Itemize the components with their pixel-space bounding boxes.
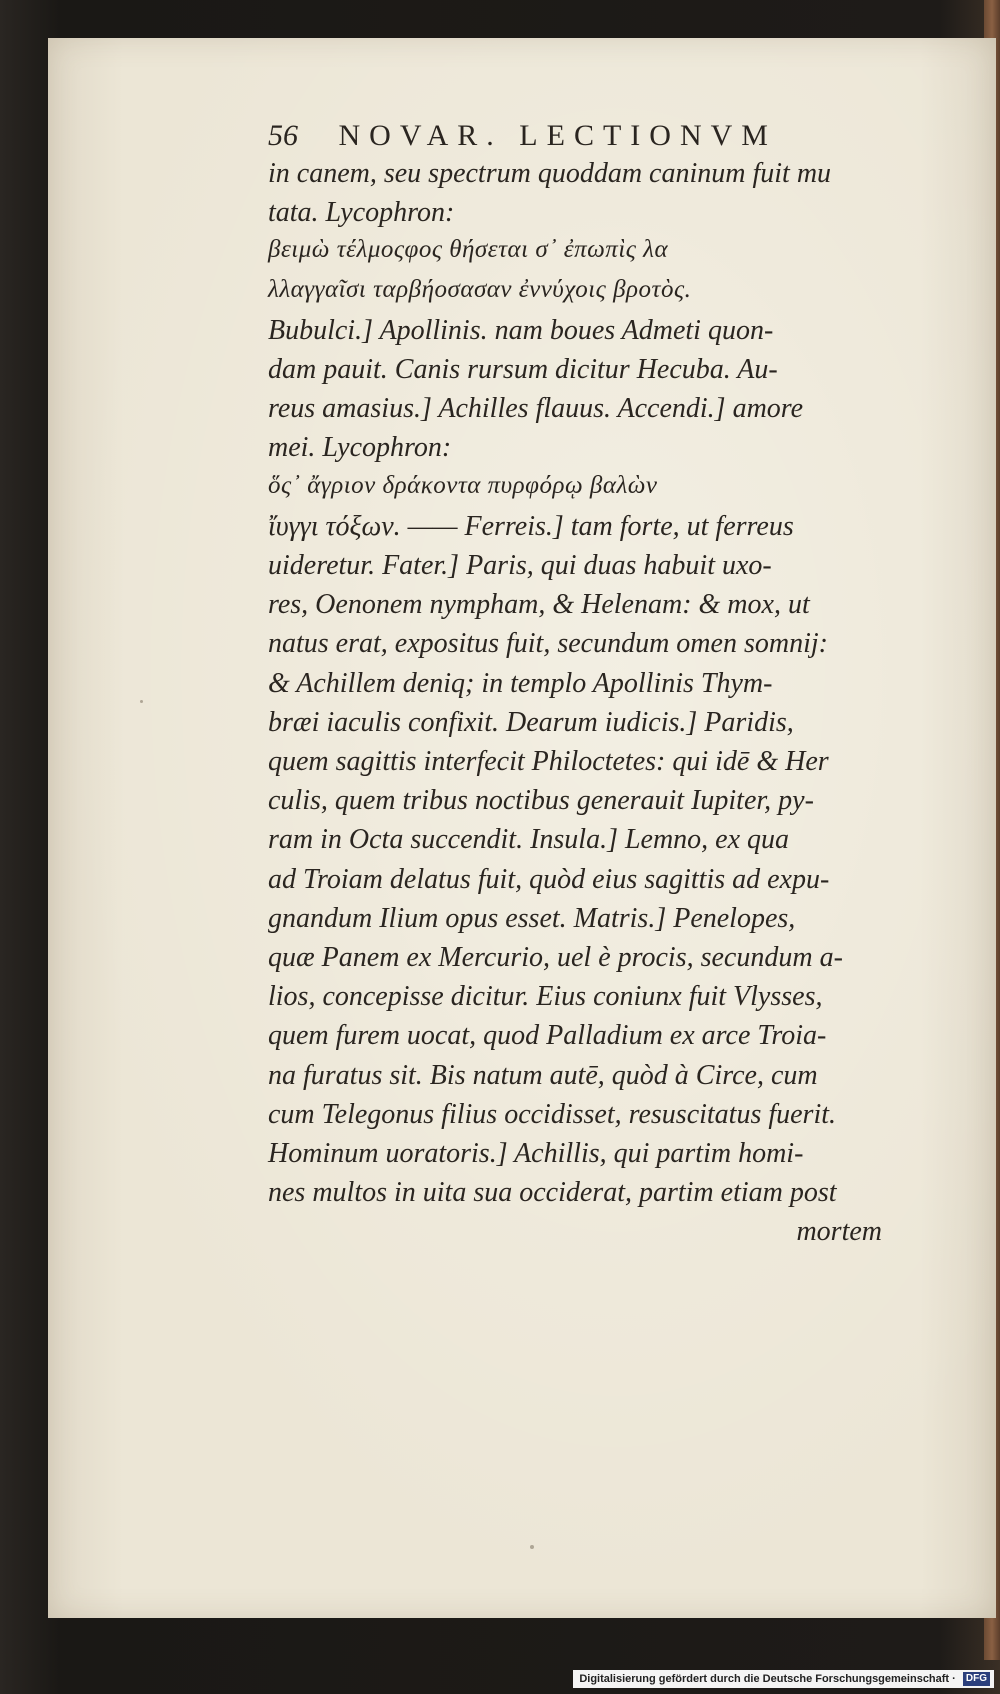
- text-line: na furatus sit. Bis natum autē, quòd à Circe, cum: [268, 1059, 818, 1091]
- text-line: tata. Lycophron:: [268, 197, 455, 229]
- text-line: & Achillem deniq; in templo Apollinis Thym-: [268, 667, 773, 699]
- text-line: nes multos in uita sua occiderat, partim etiam post: [268, 1177, 837, 1209]
- text-line: ad Troiam delatus fuit, quòd eius sagittis ad expu-: [268, 863, 830, 895]
- text-line: ram in Octa succendit. Insula.] Lemno, ex qua: [268, 824, 790, 856]
- text-line: lios, concepisse dicitur. Eius coniunx fuit Vlysses,: [268, 981, 823, 1013]
- running-head: NOVAR. LECTIONVM: [338, 119, 777, 152]
- page-header: [268, 119, 883, 159]
- text-line: gnandum Ilium opus esset. Matris.] Penelopes,: [268, 902, 796, 934]
- text-line: cum Telegonus filius occidisset, resuscitatus fuerit.: [268, 1098, 837, 1130]
- text-line: λλαγγαῖσι ταρβήοσασαν ἐννύχοις βροτὸς.: [268, 275, 692, 303]
- text-line: Bubulci.] Apollinis. nam boues Admeti quon-: [268, 314, 774, 346]
- text-line: res, Oenonem nympham, & Helenam: & mox, ut: [268, 589, 810, 621]
- text-line: bræi iaculis confixit. Dearum iudicis.] Paridis,: [268, 706, 794, 738]
- text-line: uideretur. Fater.] Paris, qui duas habuit uxo-: [268, 550, 772, 581]
- text-line: quem furem uocat, quod Palladium ex arce Troia-: [268, 1020, 827, 1052]
- text-line: Hominum uoratoris.] Achillis, qui partim homi-: [268, 1138, 804, 1169]
- text-line: quæ Panem ex Mercurio, uel è procis, secundum a-: [268, 942, 843, 973]
- text-line: natus erat, expositus fuit, secundum omen somnij:: [268, 628, 828, 660]
- credit-text: Digitalisierung gefördert durch die Deutsche Forschungsgemeinschaft ·: [579, 1673, 956, 1685]
- dfg-logo: DFG: [963, 1672, 990, 1686]
- text-line: reus amasius.] Achilles flauus. Accendi.] amore: [268, 393, 804, 425]
- text-line: in canem, seu spectrum quoddam caninum fuit mu: [268, 158, 832, 189]
- text-line: dam pauit. Canis rursum dicitur Hecuba. Au-: [268, 354, 778, 385]
- page-number: 56: [268, 119, 298, 152]
- text-line: mei. Lycophron:: [268, 432, 452, 464]
- text-line: βειμὼ τέλμοςφος θήσεται σ᾽ ἐπωπὶς λα: [268, 236, 669, 264]
- text-line: culis, quem tribus noctibus generauit Iupiter, py-: [268, 785, 814, 817]
- digitization-credit: [573, 1670, 994, 1688]
- catchword: mortem: [796, 1216, 882, 1248]
- text-line: ὅς᾽ ἄγριον δράκοντα πυρφόρῳ βαλὼν: [268, 471, 658, 499]
- text-line: ἴυγγι τόξων. —— Ferreis.] tam forte, ut ferreus: [268, 510, 794, 542]
- text-line: quem sagittis interfecit Philoctetes: qui idē & Her: [268, 746, 829, 777]
